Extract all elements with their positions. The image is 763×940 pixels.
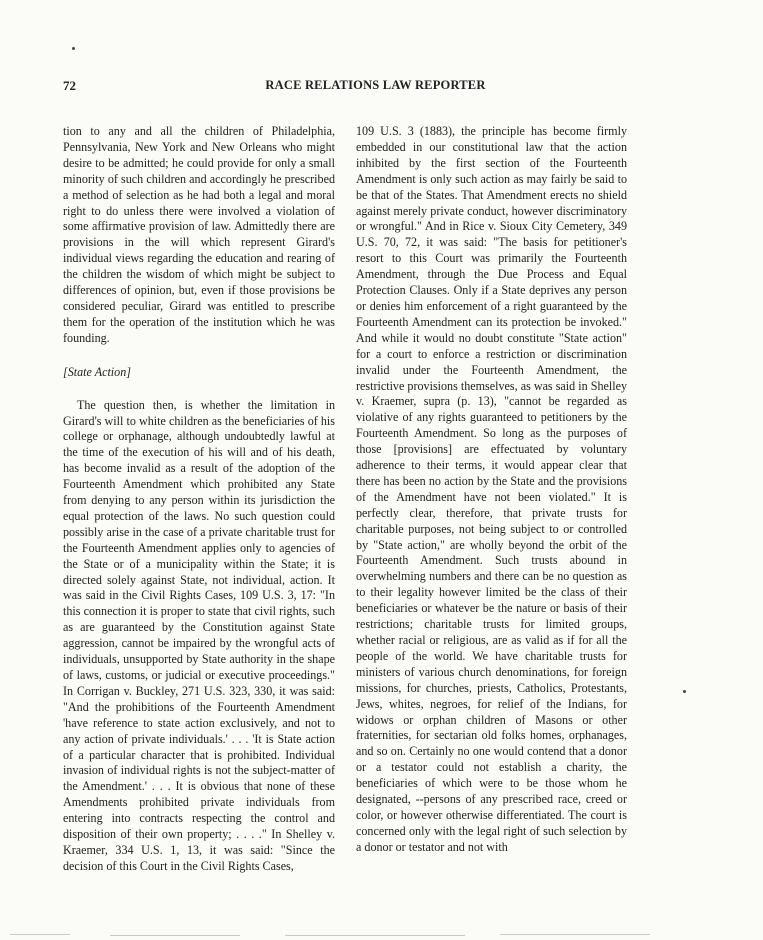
scan-speck	[72, 47, 75, 50]
page-header	[63, 78, 688, 96]
section-heading: [State Action]	[63, 364, 131, 379]
right-column	[356, 124, 627, 856]
left-paragraph-2: The question then, is whether the limitation in Girard's will to white children as the beneficiaries of his college or orphanage, although undoubtedly lawful at the time of the execution of his will and of his death, has become invalid as a result of the adoption of the Fourteenth Amendment which prohibited any State from denying to any person within its jurisdiction the equal protection of the laws. No such question could possibly arise in the case of a private charitable trust for the Fourteenth Amendment applies only to agencies of the State or of a municipality within the State; it is directed solely against State, not individual, action. It was said in the Civil Rights Cases, 109 U.S. 3, 17: "In this connection it is proper to state that civil rights, such as are guaranteed by the Constitution against State aggression, cannot be impaired by the wrongful acts of individuals, unsupported by State authority in the shape of laws, customs, or judicial or executive proceedings." In Corrigan v. Buckley, 271 U.S. 323, 330, it was said: "And the prohibitions of the Fourteenth Amendment 'have reference to state action exclusively, and not to any action of private individuals.' . . . 'It is State action of a particular character that is prohibited. Individual invasion of individual rights is not the subject-matter of the Amendment.' . . . It is obvious that none of these Amendments prohibited private individuals from entering into contracts respecting the control and disposition of their own property; . . . ." In Shelley v. Kraemer, 334 U.S. 1, 13, it was said: "Since the decision of this Court in the Civil Rights Cases,	[63, 397, 335, 873]
left-paragraph-1: tion to any and all the children of Philadelphia, Pennsylvania, New York and New Orleans who might desire to be admitted; he could provide for only a small minority of such children and accordingly he prescribed a method of selection as he had both a legal and moral right to do unless there were involved a violation of some affirmative provision of law. Admittedly there are provisions in the will which represent Girard's individual views regarding the education and rearing of the children the wisdom of which might be subject to differences of opinion, but, even if those provisions be considered peculiar, Girard was entitled to prescribe them for the operation of the institution which he was founding.	[63, 124, 335, 345]
right-paragraph-1: 109 U.S. 3 (1883), the principle has become firmly embedded in our constitutional law that the action inhibited by the first section of the Fourteenth Amendment is only such action as may fairly be said to be that of the States. That Amendment erects no shield against merely private conduct, however discriminatory or wrongful." And in Rice v. Sioux City Cemetery, 349 U.S. 70, 72, it was said: "The basis for petitioner's resort to this Court was primarily the Fourteenth Amendment, through the Due Process and Equal Protection Clauses. Only if a State deprives any person or denies him enforcement of a right guaranteed by the Fourteenth Amendment can its protection be invoked." And while it would no doubt constitute "State action" for a court to enforce a restriction or discrimination invalid under the Fourteenth Amendment, the restrictive provisions themselves, as was said in Shelley v. Kraemer, supra (p. 13), "cannot be regarded as violative of any rights guaranteed to petitioners by the Fourteenth Amendment. So long as the purposes of those [provisions] are effectuated by voluntary adherence to their terms, it would appear clear that there has been no action by the State and the provisions of the Amendment have not been violated." It is perfectly clear, therefore, that private trusts for charitable purposes, not being subject to or controlled by "State action," are wholly beyond the orbit of the Fourteenth Amendment. Such trusts abound in overwhelming numbers and there can be no question as to their legality however limited be the class of their beneficiaries or whatever be the nature or basis of their restrictions; charitable trusts for limited groups, whether racial or religious, are as valid as if for all the people of the world. We have charitable trusts for ministers of various church denominations, for foreign missions, for churches, priests, Catholics, Protestants, Jews, whites, negroes, for relief of the Indians, for widows or orphan children of Masons or other fraternities, for sectarian old folks homes, orphanages, and so on. Certainly no one would contend that a donor or a testator could not establish a charity, the beneficiaries of which were to be those whom he designated, --persons of any prescribed race, creed or color, or however otherwise differentiated. The court is concerned only with the legal right of such selection by a donor or testator and not with	[356, 124, 627, 854]
left-column	[63, 124, 335, 875]
scan-line	[10, 934, 70, 935]
scan-line	[110, 935, 240, 936]
scan-line	[500, 934, 650, 935]
page-number: 72	[63, 78, 76, 93]
scan-line	[285, 935, 465, 936]
running-title: RACE RELATIONS LAW REPORTER	[265, 78, 486, 92]
scan-speck	[683, 690, 686, 693]
